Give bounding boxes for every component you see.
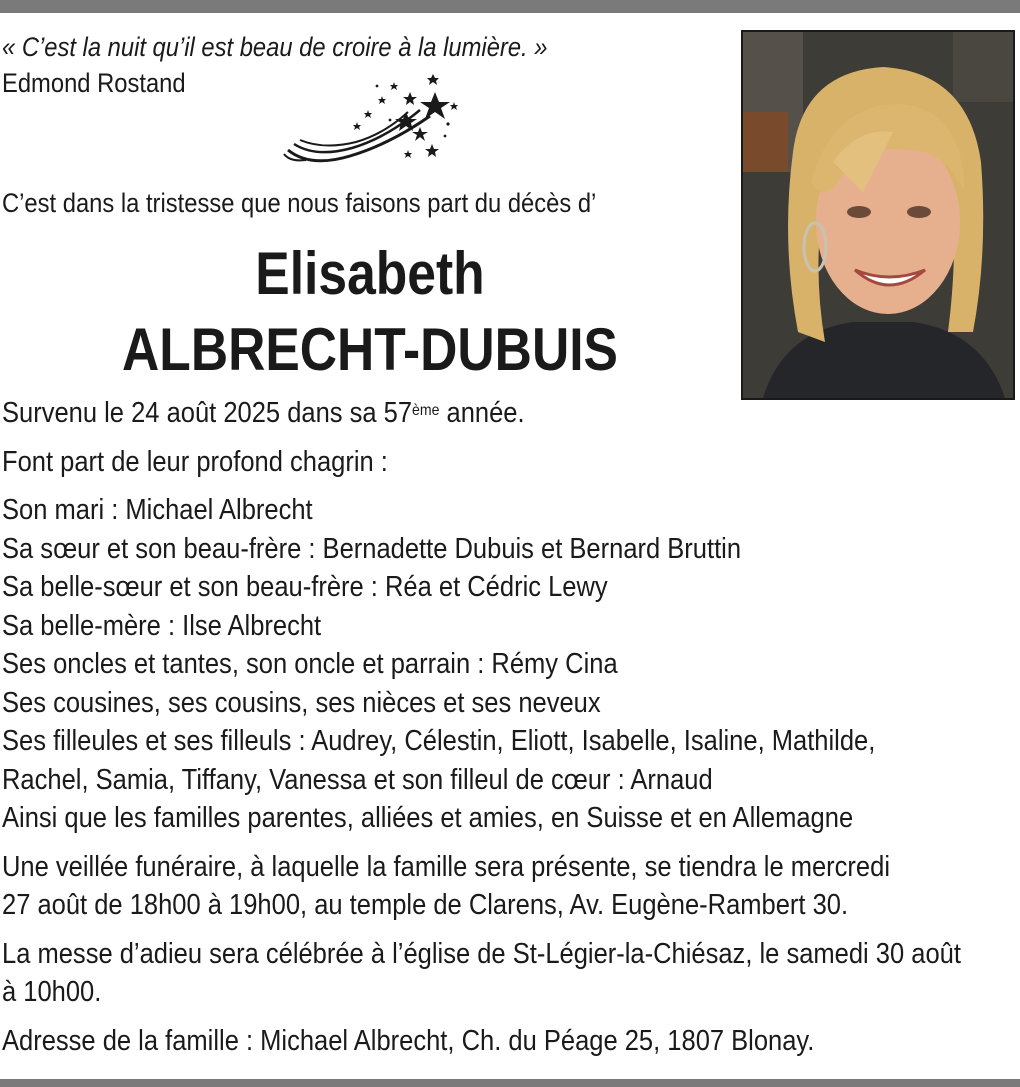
vigil-line: Une veillée funéraire, à laquelle la famille sera présente, se tiendra le mercredi	[2, 850, 891, 883]
family-member: Sa sœur et son beau-frère : Bernadette Dubuis et Bernard Bruttin	[2, 532, 742, 565]
portrait-photo	[741, 30, 1015, 400]
top-rule	[0, 0, 1020, 13]
quote: « C’est la nuit qu’il est beau de croire à la lumière. »	[2, 32, 548, 62]
death-date-line	[2, 394, 1020, 433]
family-member: Ses cousines, ses cousins, ses nièces et ses neveux	[2, 686, 601, 719]
vigil-line: 27 août de 18h00 à 19h00, au temple de Clarens, Av. Eugène-Rambert 30.	[2, 889, 849, 921]
bottom-rule	[0, 1079, 1020, 1087]
first-name: Elisabeth	[255, 240, 485, 307]
mass-line: à 10h00.	[2, 976, 102, 1008]
family-member: Sa belle-mère : Ilse Albrecht	[2, 609, 322, 642]
family-member: Son mari : Michael Albrecht	[2, 494, 313, 526]
family-member: Sa belle-sœur et son beau-frère : Réa et Cédric Lewy	[2, 571, 608, 603]
death-ordinal: ème	[412, 402, 440, 419]
family-address: Adresse de la famille : Michael Albrecht, Ch. du Péage 25, 1807 Blonay.	[2, 1024, 815, 1057]
death-date-suffix: année.	[439, 397, 525, 429]
family-member: Ses oncles et tantes, son oncle et parrain : Rémy Cina	[2, 648, 618, 680]
family-member: Ainsi que les familles parentes, alliées et amies, en Suisse et en Allemagne	[2, 802, 854, 834]
quote-author: Edmond Rostand	[2, 68, 186, 98]
family-member: Rachel, Samia, Tiffany, Vanessa et son filleul de cœur : Arnaud	[2, 763, 713, 796]
announcement-intro: C’est dans la tristesse que nous faisons part du décès d’	[2, 188, 597, 218]
last-name: ALBRECHT-DUBUIS	[122, 316, 618, 383]
mass-line: La messe d’adieu sera célébrée à l’église de St-Légier-la-Chiésaz, le samedi 30 août	[2, 937, 961, 970]
death-date-text: Survenu le 24 août 2025 dans sa 57	[2, 397, 413, 429]
obituary-body	[2, 394, 1020, 1060]
family-member: Ses filleules et ses filleuls : Audrey, Célestin, Eliott, Isabelle, Isaline, Mathilde,	[2, 725, 876, 757]
deceased-name	[0, 236, 740, 388]
grief-line: Font part de leur profond chagrin :	[2, 445, 388, 478]
shooting-stars-icon	[280, 72, 470, 167]
